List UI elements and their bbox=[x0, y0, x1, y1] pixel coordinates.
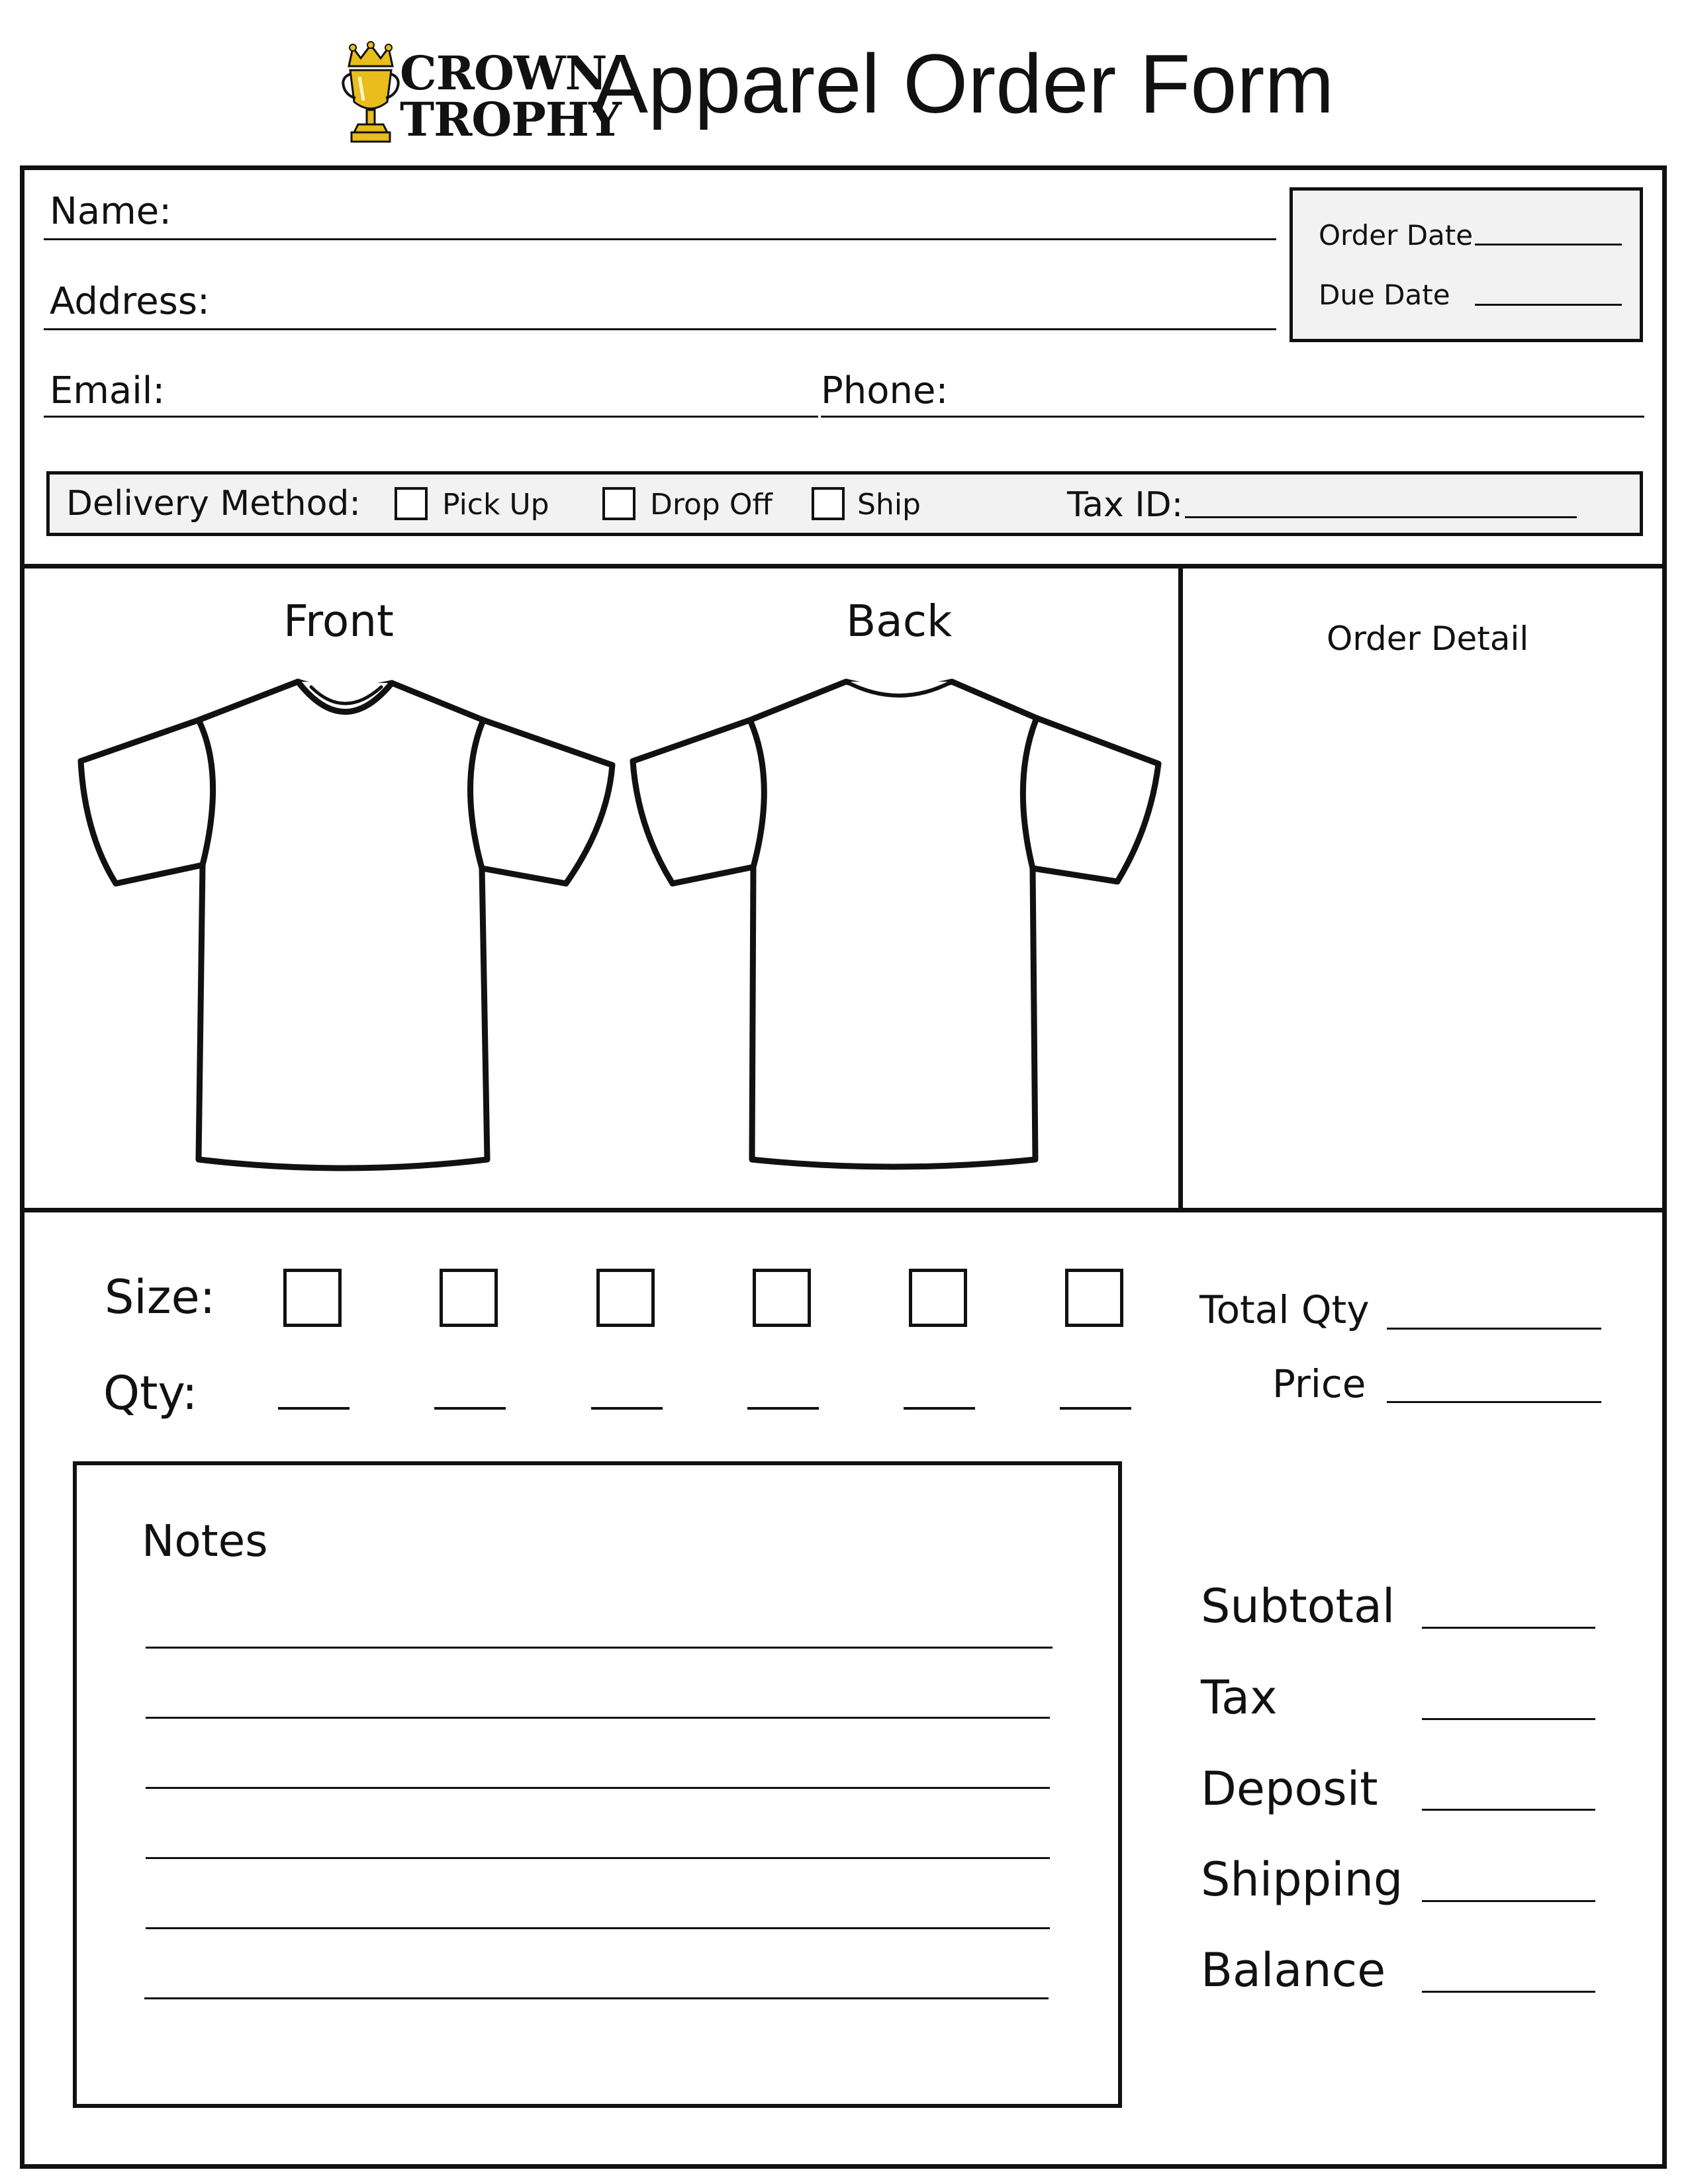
notes-label: Notes bbox=[142, 1516, 268, 1567]
size-box-4[interactable] bbox=[753, 1269, 811, 1327]
logo-line-crown: CROWN bbox=[400, 46, 607, 101]
ship-checkbox[interactable] bbox=[812, 487, 845, 520]
size-box-5[interactable] bbox=[909, 1269, 967, 1327]
logo-line-trophy: TROPHY bbox=[400, 92, 621, 147]
tax-field[interactable] bbox=[1422, 1718, 1595, 1720]
size-label: Size: bbox=[105, 1270, 216, 1324]
qty-field-5[interactable] bbox=[904, 1407, 975, 1410]
tax-id-field[interactable] bbox=[1185, 516, 1577, 518]
email-label: Email: bbox=[50, 369, 165, 412]
price-field[interactable] bbox=[1387, 1401, 1601, 1403]
pickup-label: Pick Up bbox=[442, 488, 549, 522]
tax-id-label: Tax ID: bbox=[1067, 485, 1184, 525]
address-label: Address: bbox=[50, 280, 210, 323]
notes-line-3[interactable] bbox=[146, 1787, 1050, 1789]
tshirt-front-icon bbox=[73, 668, 616, 1185]
qty-field-4[interactable] bbox=[747, 1407, 819, 1410]
tshirt-back-icon bbox=[628, 668, 1170, 1185]
dropoff-label: Drop Off bbox=[650, 488, 773, 522]
front-label: Front bbox=[283, 596, 394, 647]
divider-middle bbox=[20, 1208, 1667, 1212]
order-date-field[interactable] bbox=[1475, 244, 1622, 246]
trophy-crown-icon bbox=[341, 41, 400, 147]
notes-line-5[interactable] bbox=[146, 1927, 1050, 1929]
divider-top bbox=[20, 564, 1667, 569]
balance-label: Balance bbox=[1201, 1943, 1386, 1997]
order-date-label: Order Date bbox=[1319, 219, 1474, 251]
shipping-field[interactable] bbox=[1422, 1900, 1595, 1902]
dropoff-checkbox[interactable] bbox=[602, 487, 635, 520]
qty-field-3[interactable] bbox=[591, 1407, 663, 1410]
size-box-6[interactable] bbox=[1065, 1269, 1123, 1327]
subtotal-label: Subtotal bbox=[1201, 1579, 1395, 1633]
notes-line-4[interactable] bbox=[146, 1857, 1050, 1859]
notes-line-1[interactable] bbox=[146, 1647, 1053, 1649]
ship-label: Ship bbox=[857, 488, 921, 522]
qty-field-2[interactable] bbox=[434, 1407, 506, 1410]
size-box-1[interactable] bbox=[283, 1269, 342, 1327]
size-box-2[interactable] bbox=[440, 1269, 498, 1327]
balance-field[interactable] bbox=[1422, 1991, 1595, 1993]
deposit-label: Deposit bbox=[1201, 1762, 1378, 1816]
order-detail-label: Order Detail bbox=[1327, 619, 1529, 658]
dates-panel bbox=[1289, 187, 1643, 342]
due-date-field[interactable] bbox=[1475, 304, 1622, 306]
page-title: Apparel Order Form bbox=[592, 37, 1335, 130]
price-label: Price bbox=[1272, 1361, 1366, 1406]
due-date-label: Due Date bbox=[1319, 279, 1450, 311]
divider-order-detail bbox=[1178, 564, 1183, 1212]
total-qty-label: Total Qty bbox=[1199, 1287, 1370, 1332]
email-field[interactable] bbox=[44, 416, 818, 418]
shipping-label: Shipping bbox=[1201, 1852, 1403, 1907]
address-field[interactable] bbox=[44, 328, 1276, 330]
subtotal-field[interactable] bbox=[1422, 1627, 1595, 1629]
notes-line-2[interactable] bbox=[146, 1717, 1050, 1719]
qty-label: Qty: bbox=[103, 1366, 198, 1420]
qty-field-6[interactable] bbox=[1060, 1407, 1131, 1410]
total-qty-field[interactable] bbox=[1387, 1328, 1601, 1330]
deposit-field[interactable] bbox=[1422, 1809, 1595, 1811]
delivery-method-label: Delivery Method: bbox=[66, 484, 361, 523]
notes-line-6[interactable] bbox=[144, 1997, 1049, 1999]
tax-label: Tax bbox=[1201, 1670, 1278, 1725]
name-field[interactable] bbox=[44, 238, 1276, 240]
qty-field-1[interactable] bbox=[278, 1407, 350, 1410]
size-box-3[interactable] bbox=[596, 1269, 655, 1327]
pickup-checkbox[interactable] bbox=[395, 487, 428, 520]
back-label: Back bbox=[846, 596, 953, 647]
phone-field[interactable] bbox=[821, 416, 1644, 418]
phone-label: Phone: bbox=[821, 369, 949, 412]
name-label: Name: bbox=[50, 190, 172, 233]
